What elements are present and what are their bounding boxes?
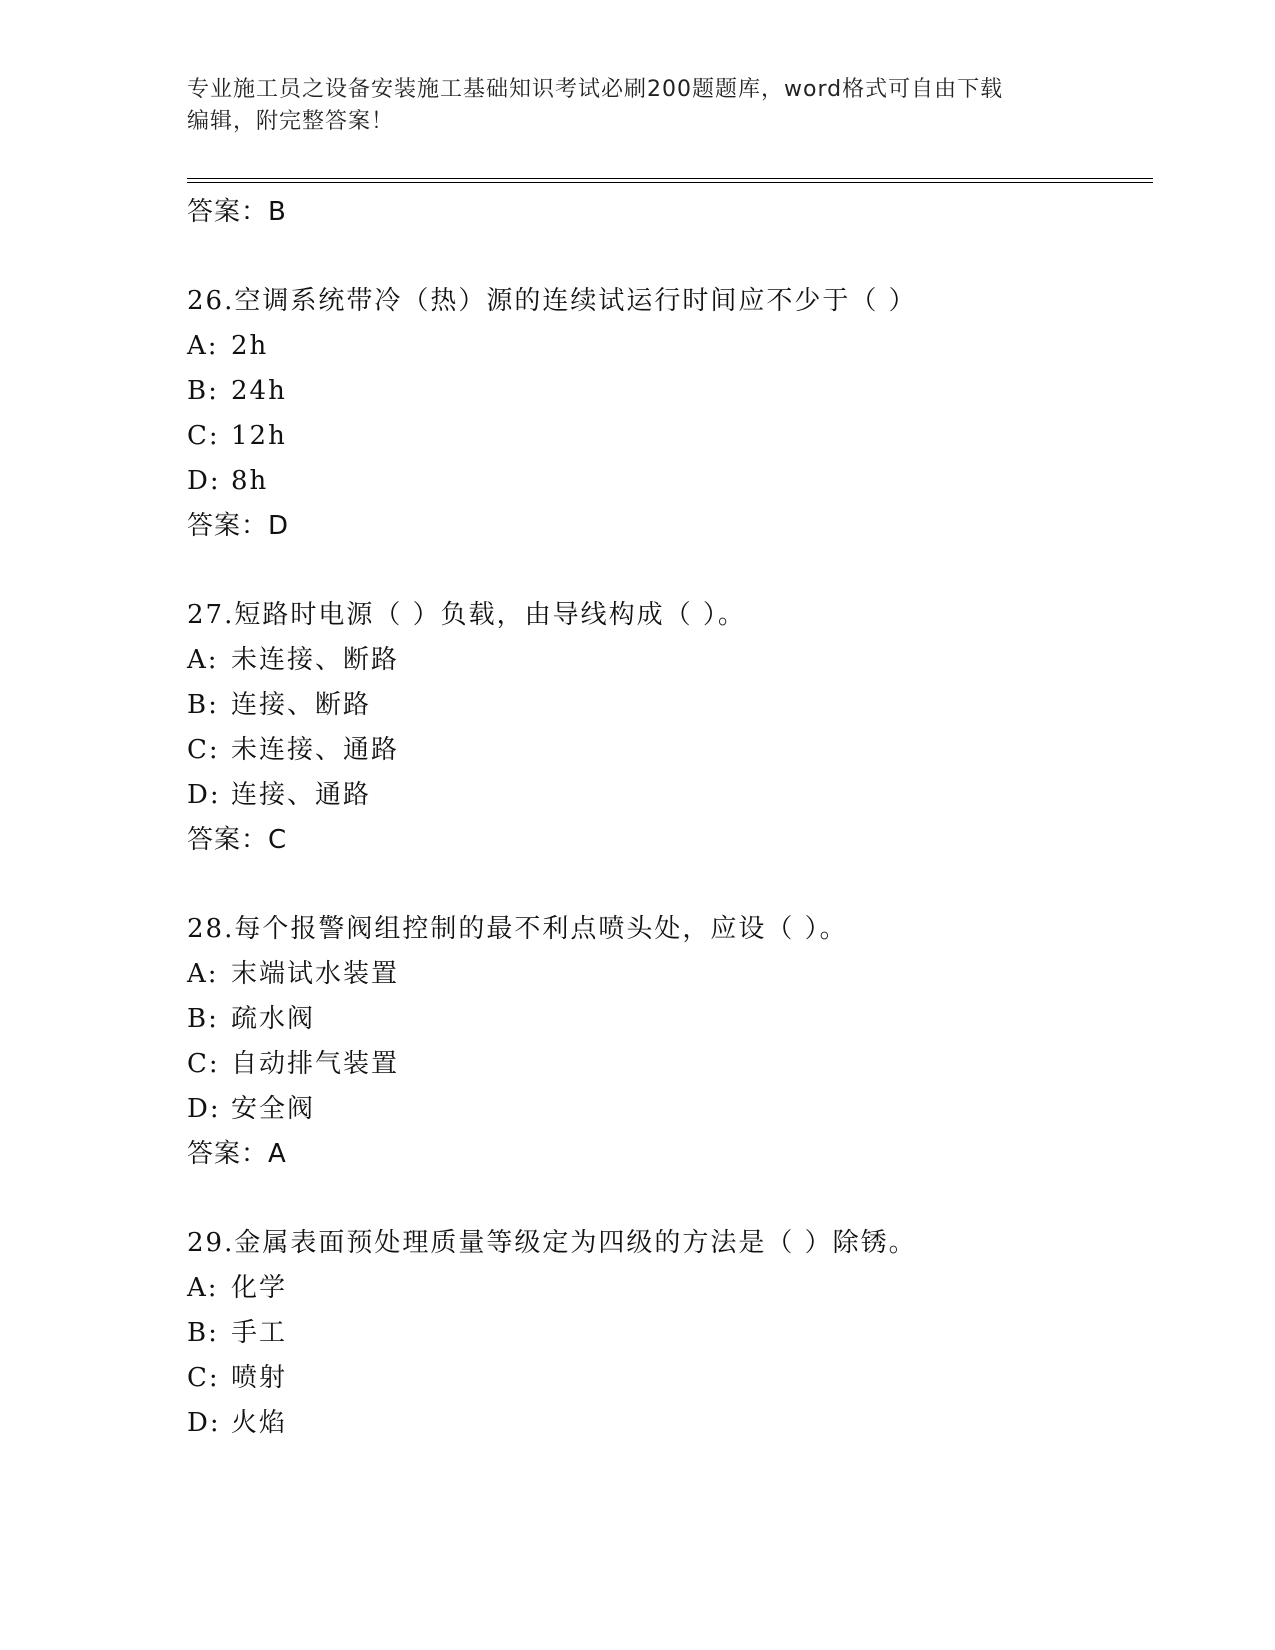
option-d [187, 1087, 1153, 1132]
option-text: 连接、断路 [231, 690, 372, 720]
option-letter: C: [187, 735, 220, 765]
option-text: 未连接、断路 [231, 645, 400, 675]
option-text: 24h [231, 376, 287, 406]
question-27 [187, 592, 1153, 862]
option-text: 喷射 [231, 1363, 288, 1393]
option-a [187, 1266, 1153, 1311]
option-letter: A: [187, 1273, 219, 1303]
option-letter: D: [187, 466, 221, 496]
option-text: 2h [231, 331, 269, 361]
option-a [187, 952, 1153, 997]
question-29 [187, 1220, 1153, 1446]
option-letter: B: [187, 1318, 219, 1348]
option-d [187, 459, 1153, 504]
header-line-2: 编辑，附完整答案！ [187, 109, 395, 134]
option-a [187, 324, 1153, 369]
option-b [187, 369, 1153, 414]
option-text: 手工 [231, 1318, 288, 1348]
header-line-1: 专业施工员之设备安装施工基础知识考试必刷200题题库，word格式可自由下载 [187, 77, 1004, 102]
option-text: 未连接、通路 [231, 735, 400, 765]
option-text: 安全阀 [231, 1094, 316, 1124]
option-text: 自动排气装置 [231, 1049, 400, 1079]
question-list [187, 190, 1153, 1446]
answer-line: 答案：B [187, 197, 287, 227]
option-letter: C: [187, 1049, 220, 1079]
option-d [187, 1401, 1153, 1446]
header-rule-top [187, 178, 1153, 179]
option-b [187, 683, 1153, 728]
option-text: 化学 [231, 1273, 288, 1303]
question-stem: 27.短路时电源（ ）负载，由导线构成（ ）。 [187, 600, 746, 630]
option-letter: D: [187, 780, 221, 810]
option-text: 火焰 [231, 1408, 288, 1438]
header-rule-bottom [187, 182, 1153, 183]
document-header [187, 74, 1087, 138]
option-d [187, 773, 1153, 818]
option-c [187, 1356, 1153, 1401]
question-28 [187, 906, 1153, 1176]
answer-line: 答案：D [187, 511, 290, 541]
option-letter: A: [187, 959, 219, 989]
option-letter: D: [187, 1094, 221, 1124]
option-letter: D: [187, 1408, 221, 1438]
option-text: 疏水阀 [231, 1004, 316, 1034]
option-a [187, 638, 1153, 683]
option-text: 12h [231, 421, 287, 451]
option-text: 连接、通路 [231, 780, 372, 810]
option-letter: A: [187, 331, 219, 361]
question-stem: 28.每个报警阀组控制的最不利点喷头处，应设（ ）。 [187, 914, 848, 944]
option-letter: B: [187, 690, 219, 720]
option-letter: C: [187, 1363, 220, 1393]
answer-line: 答案：A [187, 1139, 287, 1169]
option-b [187, 997, 1153, 1042]
question-stem: 26.空调系统带冷（热）源的连续试运行时间应不少于（ ） [187, 286, 917, 316]
option-c [187, 1042, 1153, 1087]
option-letter: B: [187, 1004, 219, 1034]
option-letter: C: [187, 421, 220, 451]
option-c [187, 414, 1153, 459]
option-text: 末端试水装置 [231, 959, 400, 989]
option-c [187, 728, 1153, 773]
question-26 [187, 278, 1153, 548]
option-letter: A: [187, 645, 219, 675]
option-letter: B: [187, 376, 219, 406]
option-text: 8h [231, 466, 269, 496]
question-stem: 29.金属表面预处理质量等级定为四级的方法是（ ）除锈。 [187, 1228, 917, 1258]
answer-line: 答案：C [187, 825, 288, 855]
option-b [187, 1311, 1153, 1356]
